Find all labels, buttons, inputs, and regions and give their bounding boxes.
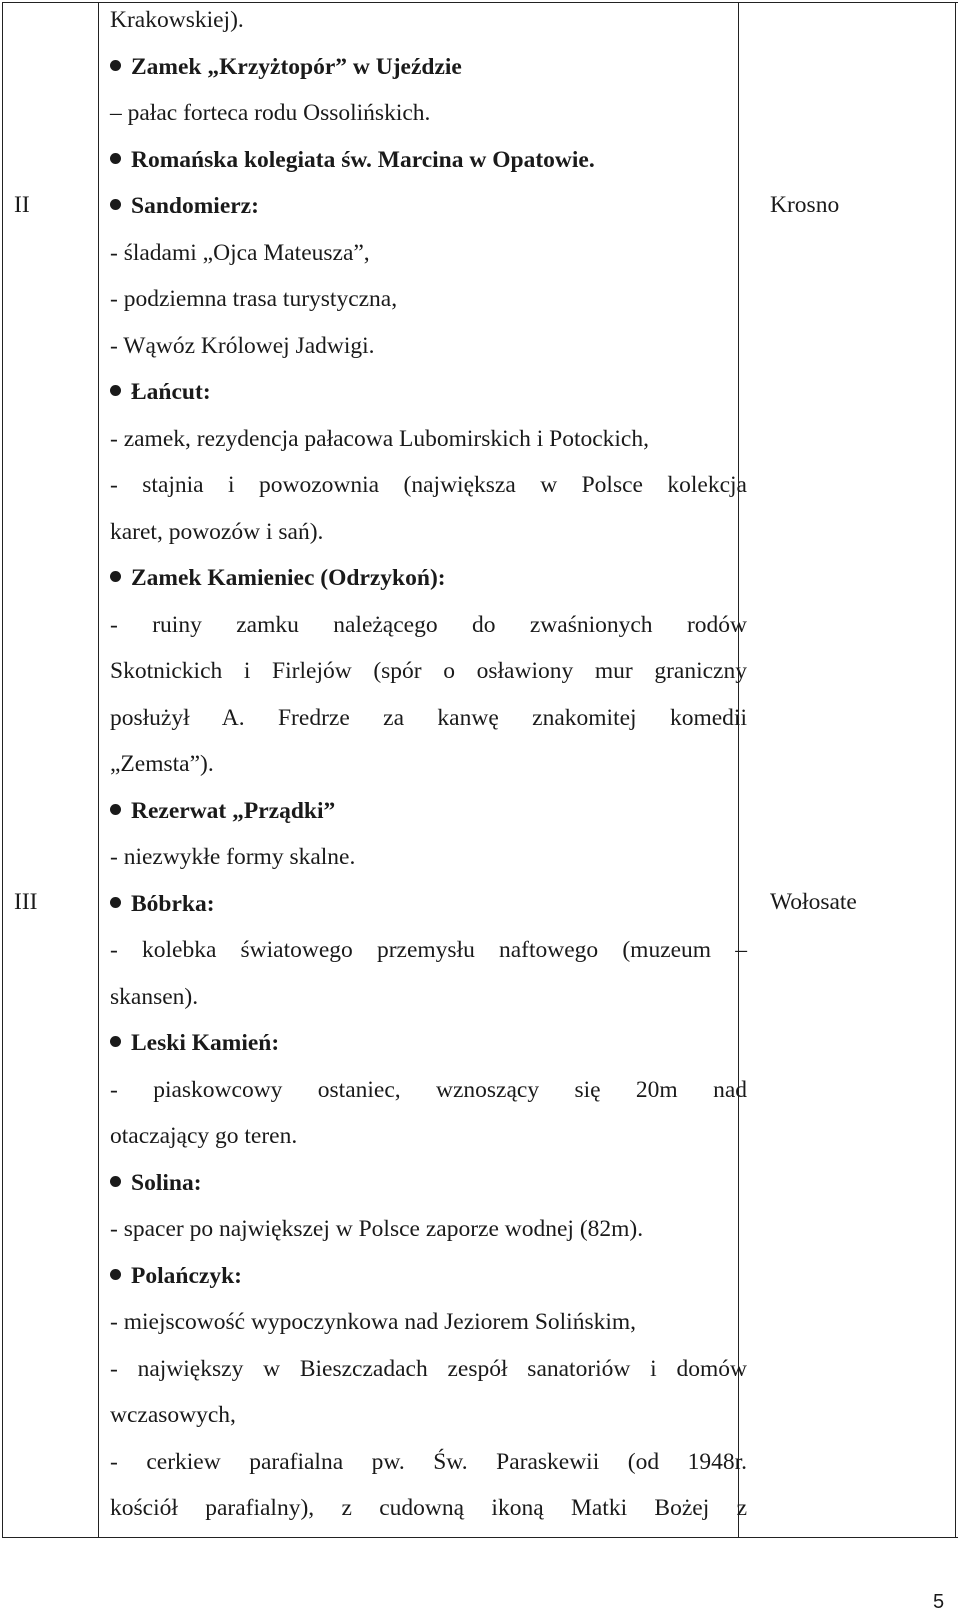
bullet-icon [110, 1269, 121, 1280]
bullet-icon [110, 804, 121, 815]
line-text: Leski Kamień: [131, 1030, 280, 1056]
line-text: kościół parafialny), z cudowną ikoną Matki Bożej z [110, 1495, 747, 1521]
attraction-heading [110, 796, 747, 826]
bullet-icon [110, 385, 121, 396]
line-text: - Wąwóz Królowej Jadwigi. [110, 332, 375, 359]
line-text: - piaskowcowy ostaniec, wznoszący się 20m nad [110, 1076, 747, 1103]
attraction-heading [110, 52, 747, 82]
line-text: - zamek, rezydencja pałacowa Lubomirskich i Potockich, [110, 425, 649, 452]
table-divider-day [98, 2, 99, 1538]
description-line [110, 517, 747, 547]
attraction-heading [110, 145, 747, 175]
line-text: - niezwykłe formy skalne. [110, 844, 356, 870]
table-border-bottom [2, 1537, 958, 1538]
bullet-icon [110, 199, 121, 210]
attraction-heading [110, 1028, 747, 1058]
description-line [110, 1075, 747, 1105]
description-line [110, 5, 747, 35]
description-line [110, 284, 747, 314]
line-text: „Zemsta”). [110, 751, 214, 777]
table-border-left [2, 2, 3, 1538]
line-text: Skotnickich i Firlejów (spór o osławiony mur graniczny [110, 658, 747, 684]
line-text: Krakowskiej). [110, 7, 244, 33]
line-text: otaczający go teren. [110, 1123, 298, 1149]
description-line [110, 1493, 747, 1523]
line-text: Zamek „Krzyżtopór” w Ujeździe [131, 53, 462, 80]
bullet-icon [110, 571, 121, 582]
line-text: - śladami „Ojca Mateusza”, [110, 239, 370, 266]
line-text: Solina: [131, 1169, 202, 1196]
line-text: Polańczyk: [131, 1262, 242, 1289]
bullet-icon [110, 60, 121, 71]
line-text: posłużył A. Fredrze za kanwę znakomitej komedii [110, 704, 747, 731]
bullet-icon [110, 1176, 121, 1187]
line-text: Rezerwat „Prządki” [131, 797, 336, 824]
page-number: 5 [933, 1591, 945, 1613]
description-line [110, 424, 747, 454]
line-text: skansen). [110, 983, 199, 1010]
bullet-icon [110, 897, 121, 908]
line-text: - ruiny zamku należącego do zwaśnionych rodów [110, 611, 747, 638]
line-text: - stajnia i powozownia (największa w Polsce kolekcja [110, 472, 747, 498]
description-line [110, 1307, 747, 1337]
line-text: - największy w Bieszczadach zespół sanatoriów i domów [110, 1355, 747, 1382]
line-text: karet, powozów i sań). [110, 518, 324, 545]
attraction-heading [110, 889, 747, 919]
description-line [110, 1121, 747, 1151]
attraction-heading [110, 377, 747, 407]
description-line [110, 935, 747, 965]
description-line [110, 749, 747, 779]
description-line [110, 1447, 747, 1477]
attraction-heading [110, 1261, 747, 1291]
description-line [110, 98, 747, 128]
table-border-right [955, 2, 956, 1538]
description-line [110, 1354, 747, 1384]
bullet-icon [110, 1036, 121, 1047]
description-line [110, 331, 747, 361]
line-text: - kolebka światowego przemysłu naftowego (muzeum – [110, 937, 747, 963]
line-text: Bóbrka: [131, 890, 215, 917]
description-line [110, 982, 747, 1012]
destination-name: Wołosate [770, 889, 857, 915]
attraction-heading [110, 1168, 747, 1198]
attraction-heading [110, 563, 747, 593]
description-line [110, 842, 747, 872]
destination-name: Krosno [770, 192, 840, 218]
line-text: - spacer po największej w Polsce zaporze wodnej (82m). [110, 1216, 644, 1242]
description-line [110, 610, 747, 640]
description-line [110, 656, 747, 686]
line-text: – pałac forteca rodu Ossolińskich. [110, 100, 431, 126]
description-line [110, 1214, 747, 1244]
line-text: wczasowych, [110, 1402, 236, 1428]
line-text: Romańska kolegiata św. Marcina w Opatowie. [131, 146, 595, 173]
description-line [110, 238, 747, 268]
line-text: - cerkiew parafialna pw. Św. Paraskewii (od 1948r. [110, 1448, 747, 1475]
bullet-icon [110, 153, 121, 164]
day-number: III [14, 889, 38, 915]
table-border-top [2, 2, 958, 3]
description-line [110, 1400, 747, 1430]
attraction-heading [110, 191, 747, 221]
description-line [110, 470, 747, 500]
line-text: - miejscowość wypoczynkowa nad Jeziorem Solińskim, [110, 1309, 637, 1335]
line-text: - podziemna trasa turystyczna, [110, 286, 398, 312]
description-line [110, 703, 747, 733]
line-text: Sandomierz: [131, 193, 259, 219]
day-number: II [14, 192, 30, 218]
line-text: Łańcut: [131, 379, 211, 405]
line-text: Zamek Kamieniec (Odrzykoń): [131, 565, 446, 591]
